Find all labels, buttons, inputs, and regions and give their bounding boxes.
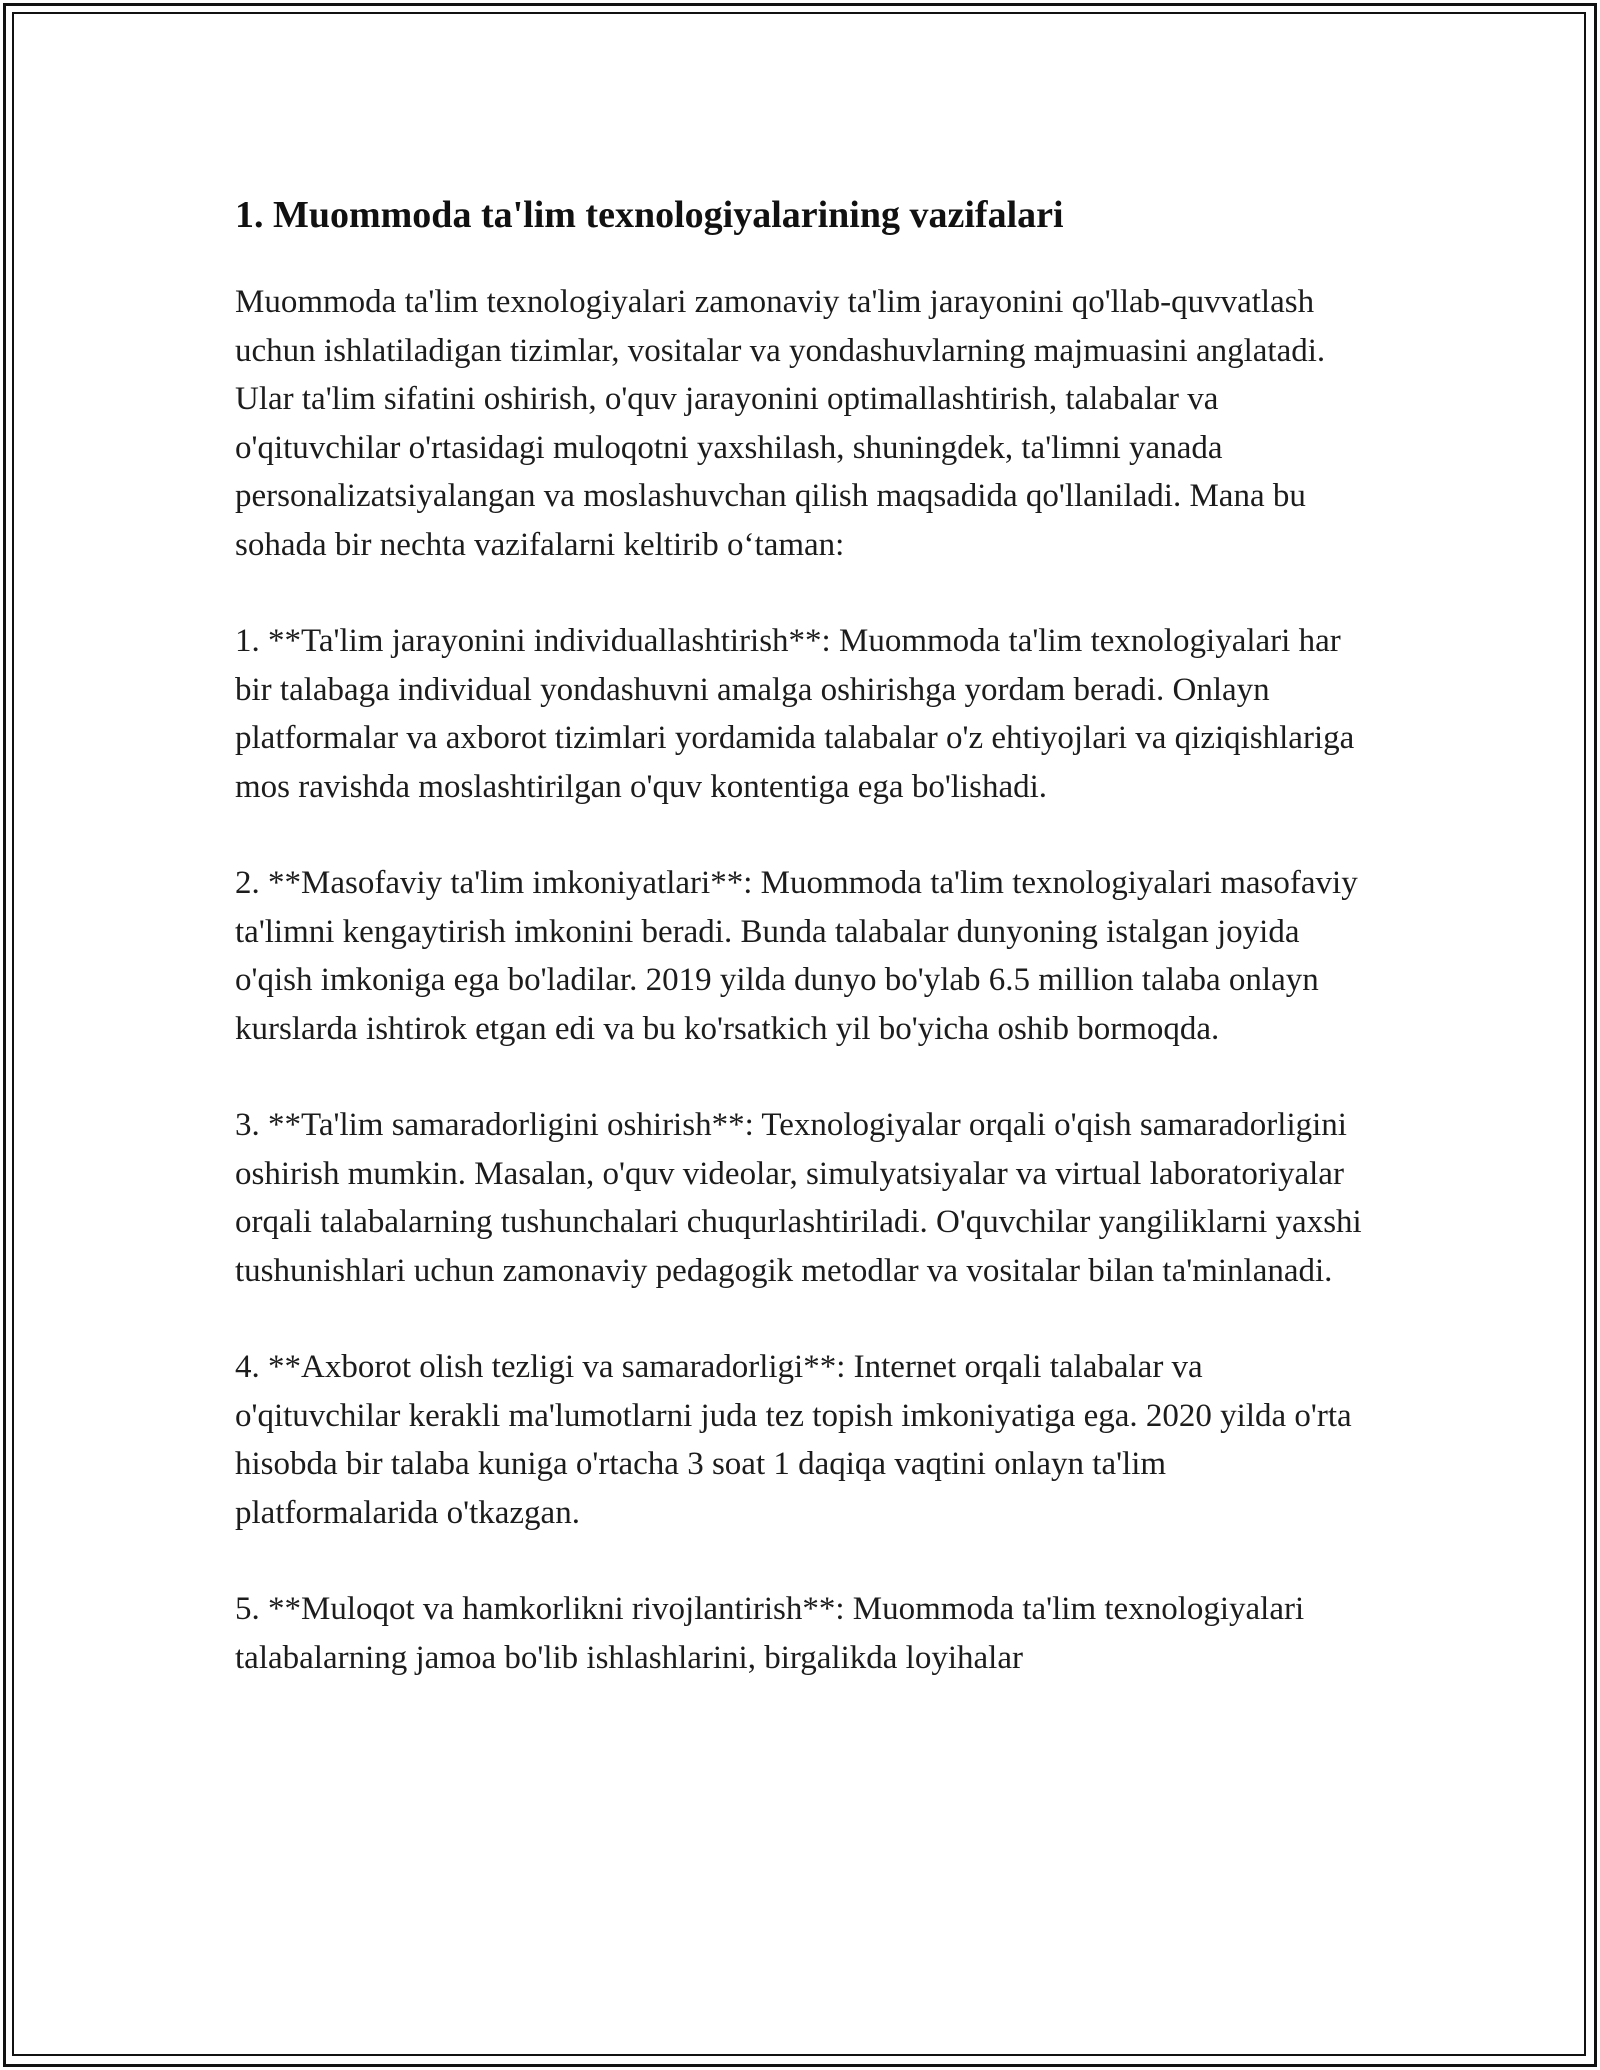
list-item-5: 5. **Muloqot va hamkorlikni rivojlantirish**: Muommoda ta'lim texnologiyalari talabalarning jamoa bo'lib ishlashlarini, birgalikda loyihalar [235, 1591, 1305, 1676]
document-body [235, 186, 1375, 1730]
document-title: 1. Muommoda ta'lim texnologiyalarining vazifalari [235, 194, 1064, 236]
list-item-4: 4. **Axborot olish tezligi va samaradorligi**: Internet orqali talabalar va o'qituvchilar kerakli ma'lumotlarni juda tez topish imkoniyatiga ega. 2020 yilda o'rta hisobda bir talaba kuniga o'rtacha 3 soat 1 daqiqa vaqtini onlayn ta'lim platformalarida o'tkazgan. [235, 1349, 1352, 1531]
list-item-3: 3. **Ta'lim samaradorligini oshirish**: Texnologiyalar orqali o'qish samaradorligini oshirish mumkin. Masalan, o'quv videolar, simulyatsiyalar va virtual laboratoriyalar orqali talabalarning tushunchalari chuqurlashtiriladi. O'quvchilar yangiliklarni yaxshi tushunishlari uchun zamonaviy pedagogik metodlar va vositalar bilan ta'minlanadi. [235, 1107, 1362, 1289]
list-item-2: 2. **Masofaviy ta'lim imkoniyatlari**: Muommoda ta'lim texnologiyalari masofaviy ta'limni kengaytirish imkonini beradi. Bunda talabalar dunyoning istalgan joyida o'qish imkoniga ega bo'ladilar. 2019 yilda dunyo bo'ylab 6.5 million talaba onlayn kurslarda ishtirok etgan edi va bu ko'rsatkich yil bo'yicha oshib bormoqda. [235, 865, 1358, 1047]
list-item-1: 1. **Ta'lim jarayonini individuallashtirish**: Muommoda ta'lim texnologiyalari har bir talabaga individual yondashuvni amalga oshirishga yordam beradi. Onlayn platformalar va axborot tizimlari yordamida talabalar o'z ehtiyojlari va qiziqishlariga mos ravishda moslashtirilgan o'quv kontentiga ega bo'lishadi. [235, 623, 1355, 805]
intro-paragraph: Muommoda ta'lim texnologiyalari zamonaviy ta'lim jarayonini qo'llab-quvvatlash uchun ishlatiladigan tizimlar, vositalar va yondashuvlarning majmuasini anglatadi. Ular ta'lim sifatini oshirish, o'quv jarayonini optimallashtirish, talabalar va o'qituvchilar o'rtasidagi muloqotni yaxshilash, shuningdek, ta'limni yanada personalizatsiyalangan va moslashuvchan qilish maqsadida qo'llaniladi. Mana bu sohada bir nechta vazifalarni keltirib o‘taman: [235, 284, 1326, 563]
